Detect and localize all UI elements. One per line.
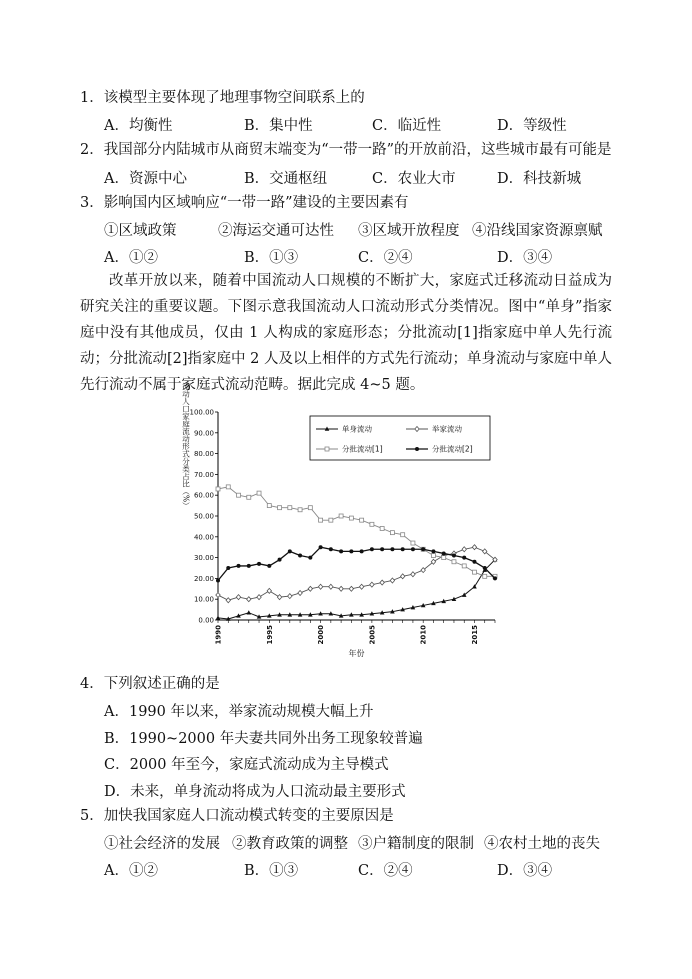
data-point [288, 549, 292, 553]
q5-option-b: B．①③ [244, 863, 299, 879]
q5-option-d: D．③④ [497, 863, 553, 879]
q3-factor-3: ③区域开放程度 [358, 223, 460, 239]
data-point [390, 547, 394, 551]
data-point [411, 541, 415, 545]
q3-option-a: A．①② [104, 250, 158, 266]
q2-stem: 2．我国部分内陆城市从商贸末端变为“一带一路”的开放前沿，这些城市最有可能是 [80, 142, 612, 158]
q2-option-a: A．资源中心 [104, 171, 187, 187]
data-point [462, 547, 466, 552]
data-point [226, 566, 230, 570]
data-point [370, 582, 374, 587]
q2-option-b: B．交通枢纽 [244, 171, 328, 187]
q3-factor-2: ②海运交通可达性 [218, 223, 334, 239]
data-point [308, 556, 312, 560]
data-point [401, 533, 405, 537]
data-point [298, 590, 302, 595]
data-point [288, 594, 292, 599]
data-point [370, 547, 374, 551]
data-point [462, 564, 466, 568]
q3-stem: 3．影响国内区域响应“一带一路”建设的主要因素有 [80, 195, 409, 211]
data-point [411, 572, 415, 577]
q3-factor-4: ④沿线国家资源禀赋 [472, 223, 603, 239]
q1-option-c: C．临近性 [372, 118, 442, 134]
legend-label: 举家流动 [432, 424, 462, 434]
data-point [401, 547, 405, 551]
y-tick-label: 100.00 [189, 408, 214, 417]
q3-option-c: C．②④ [358, 250, 413, 266]
q4-option-a: A．1990 年以来，举家流动规模大幅上升 [104, 704, 374, 720]
data-point [278, 558, 282, 562]
q5-factor-4: ④农村土地的丧失 [484, 836, 600, 852]
q1-option-b: B．集中性 [244, 118, 313, 134]
y-tick-label: 40.00 [193, 533, 214, 542]
data-point [237, 564, 241, 568]
data-point [247, 597, 251, 602]
data-point [247, 564, 251, 568]
data-point [277, 595, 281, 600]
x-tick-label: 1995 [265, 625, 274, 645]
data-point [329, 584, 333, 589]
data-point [349, 516, 353, 520]
data-point [442, 551, 446, 555]
data-point [216, 578, 220, 582]
data-point [452, 560, 456, 564]
y-tick-label: 20.00 [193, 574, 214, 583]
data-point [226, 485, 230, 489]
q1-option-d: D．等级性 [497, 118, 567, 134]
data-point [247, 495, 251, 499]
data-point [319, 545, 323, 549]
data-point [216, 593, 220, 598]
data-point [308, 586, 312, 591]
data-point [483, 566, 487, 570]
q1-stem: 1．该模型主要体现了地理事物空间联系上的 [80, 90, 365, 106]
legend-label: 分批流动[2] [432, 444, 473, 454]
data-point [339, 549, 343, 553]
data-point [442, 556, 446, 560]
data-point [298, 508, 302, 512]
data-point [431, 554, 435, 558]
data-point [339, 586, 343, 591]
data-point [288, 506, 292, 510]
data-point [370, 522, 374, 526]
data-point [380, 526, 384, 530]
q4-option-d: D．未来，单身流动将成为人口流动最主要形式 [104, 784, 406, 800]
q4-option-c: C．2000 年至今，家庭式流动成为主导模式 [104, 757, 389, 773]
data-point [349, 586, 353, 591]
q1-option-a: A．均衡性 [104, 118, 173, 134]
data-point [493, 576, 497, 580]
data-point [339, 514, 343, 518]
q5-stem: 5．加快我国家庭人口流动模式转变的主要原因是 [80, 808, 394, 824]
data-point [390, 531, 394, 535]
data-point [267, 564, 271, 568]
data-point [380, 580, 384, 585]
y-tick-label: 60.00 [193, 491, 214, 500]
data-point [246, 610, 251, 614]
data-point [329, 547, 333, 551]
data-point [257, 562, 261, 566]
x-tick-label: 2000 [317, 625, 326, 645]
passage: 改革开放以来，随着中国流动人口规模的不断扩大，家庭式迁移流动日益成为研究关注的重要议题。下图示意我国流动人口流动形式分类情况。图中“单身”指家庭中没有其他成员，仅由 1 人构成的家庭形态；分批流动[1]指家庭中单人先行流动；分批流动[2]指家庭中 2 人及以上相伴的方式先行流动；单身流动与家庭中单人先行流动不属于家庭式流动范畴。据此完成 4~5 题。 [80, 273, 612, 393]
y-tick-label: 90.00 [193, 429, 214, 438]
y-tick-label: 70.00 [193, 470, 214, 479]
y-tick-label: 10.00 [193, 595, 214, 604]
q5-factor-3: ③户籍制度的限制 [358, 836, 474, 852]
data-point [236, 595, 240, 600]
data-point [431, 549, 435, 553]
q5-option-a: A．①② [104, 863, 158, 879]
q3-factor-1: ①区域政策 [104, 223, 177, 239]
data-point [267, 588, 271, 593]
y-tick-label: 50.00 [193, 512, 214, 521]
data-point [472, 560, 476, 564]
data-point [237, 493, 241, 497]
data-point [483, 574, 487, 578]
data-point [226, 598, 230, 603]
data-point [216, 615, 221, 619]
series-line-0 [218, 560, 495, 619]
legend-marker [415, 447, 419, 451]
data-point [267, 504, 271, 508]
data-point [216, 487, 220, 491]
data-point [400, 574, 404, 579]
legend-label: 单身流动 [342, 424, 372, 434]
legend-marker [325, 447, 329, 451]
data-point [452, 554, 456, 558]
data-point [472, 570, 476, 574]
y-tick-label: 30.00 [193, 554, 214, 563]
data-point [298, 554, 302, 558]
data-point [360, 549, 364, 553]
data-point [462, 556, 466, 560]
data-point [318, 584, 322, 589]
x-tick-label: 2005 [368, 625, 377, 645]
x-tick-label: 1990 [214, 625, 223, 645]
data-point [349, 549, 353, 553]
x-axis-label: 年份 [348, 649, 365, 658]
legend-label: 分批流动[1] [342, 444, 383, 454]
q3-option-d: D．③④ [497, 250, 553, 266]
data-point [329, 518, 333, 522]
q5-option-c: C．②④ [358, 863, 413, 879]
data-point [359, 584, 363, 589]
line-chart [181, 382, 508, 659]
q5-factor-1: ①社会经济的发展 [104, 836, 220, 852]
data-point [308, 506, 312, 510]
data-point [319, 518, 323, 522]
data-point [390, 578, 394, 583]
q3-option-b: B．①③ [244, 250, 299, 266]
q2-option-d: D．科技新城 [497, 171, 582, 187]
q5-factor-2: ②教育政策的调整 [232, 836, 348, 852]
data-point [278, 506, 282, 510]
data-point [257, 491, 261, 495]
q4-option-b: B．1990~2000 年夫妻共同外出务工现象较普遍 [104, 731, 423, 747]
q4-stem: 4．下列叙述正确的是 [80, 676, 220, 692]
y-tick-label: 0.00 [198, 616, 214, 625]
data-point [411, 547, 415, 551]
x-tick-label: 2010 [419, 625, 428, 645]
data-point [257, 595, 261, 600]
data-point [472, 545, 476, 550]
y-tick-label: 80.00 [193, 450, 214, 459]
data-point [380, 547, 384, 551]
y-axis-label: 流动人口家庭流动形式分类占比（%） [181, 382, 191, 510]
data-point [360, 518, 364, 522]
x-tick-label: 2015 [470, 625, 479, 645]
data-point [421, 547, 425, 551]
q2-option-c: C．农业大市 [372, 171, 456, 187]
